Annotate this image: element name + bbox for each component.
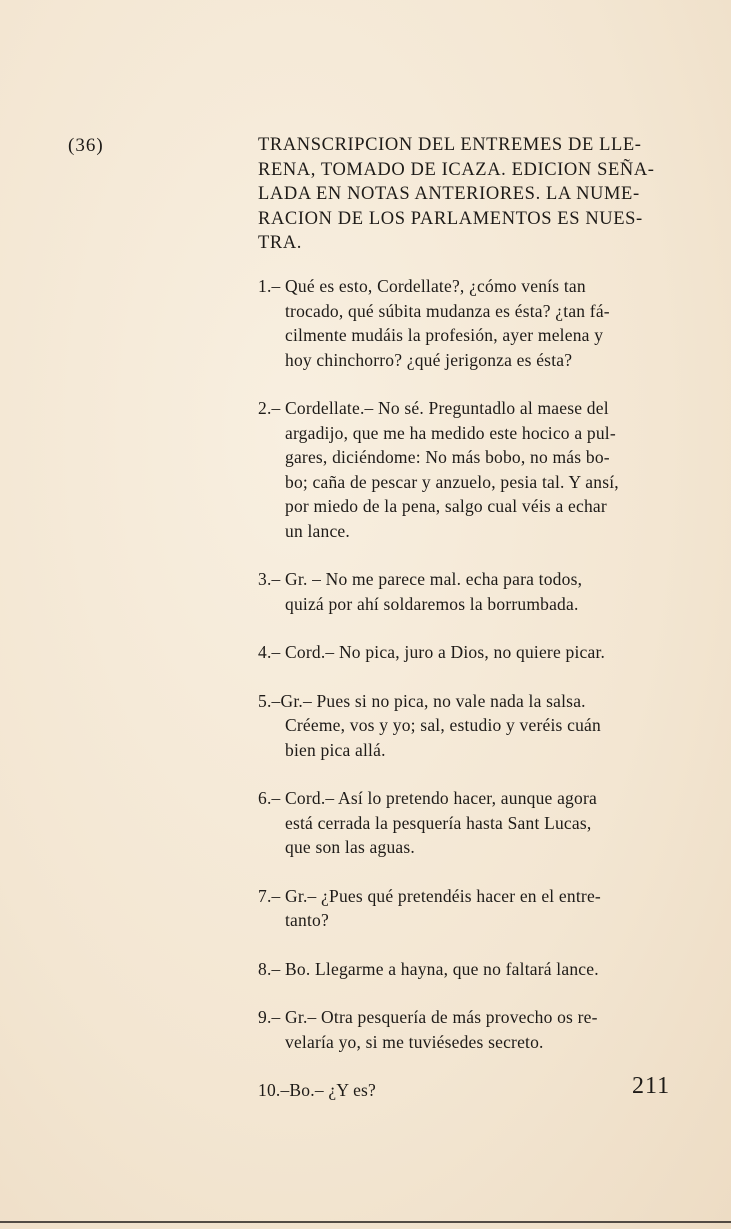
entry-line: 1.– Qué es esto, Cordellate?, ¿cómo venís tan (258, 276, 586, 296)
entry-line: 8.– Bo. Llegarme a hayna, que no faltará lance. (258, 958, 599, 979)
entry-line: por miedo de la pena, salgo cual véis a echar (285, 496, 607, 516)
heading-line: RENA, TOMADO DE ICAZA. EDICION SEÑA- (258, 159, 655, 180)
entry-line: gares, diciéndome: No más bobo, no más bo- (285, 447, 610, 467)
entry-line: Créeme, vos y yo; sal, estudio y veréis cuán (285, 715, 601, 735)
entry-line: 9.– Gr.– Otra pesquería de más provecho os re- (258, 1007, 598, 1027)
entry-line: tanto? (285, 910, 329, 930)
entry-line: 4.– Cord.– No pica, juro a Dios, no quiere picar. (258, 642, 606, 662)
dialogue-entry-4 (258, 640, 678, 665)
entry-line: hoy chinchorro? ¿qué jerigonza es ésta? (285, 349, 573, 370)
entry-line: 5.–Gr.– Pues si no pica, no vale nada la salsa. (258, 690, 586, 711)
note-number: (36) (68, 135, 104, 156)
entry-line: que son las aguas. (285, 837, 415, 857)
note-heading (258, 133, 678, 256)
dialogue-entries (258, 274, 678, 1127)
dialogue-entry-5 (258, 689, 678, 763)
entry-line: trocado, qué súbita mudanza es ésta? ¿tan fá- (285, 300, 610, 321)
entry-line: quizá por ahí soldaremos la borrumbada. (285, 593, 579, 614)
entry-line: bien pica allá. (285, 739, 386, 760)
entry-line: argadijo, que me ha medido este hocico a pul- (285, 422, 616, 443)
dialogue-entry-2 (258, 396, 678, 543)
entry-line: 6.– Cord.– Así lo pretendo hacer, aunque agora (258, 788, 597, 808)
entry-line: 3.– Gr. – No me parece mal. echa para todos, (258, 569, 583, 589)
heading-line: LADA EN NOTAS ANTERIORES. LA NUME- (258, 184, 640, 204)
entry-line: 7.– Gr.– ¿Pues qué pretendéis hacer en el entre- (258, 885, 601, 906)
dialogue-entry-3 (258, 567, 678, 616)
bottom-edge-line (0, 1221, 731, 1223)
dialogue-entry-1 (258, 274, 678, 372)
heading-line: RACION DE LOS PARLAMENTOS ES NUES- (258, 208, 643, 229)
entry-line: velaría yo, si me tuviésedes secreto. (285, 1031, 544, 1052)
heading-line: TRA. (258, 233, 303, 253)
dialogue-entry-9 (258, 1005, 678, 1054)
page-number: 211 (632, 1073, 671, 1099)
heading-line: TRANSCRIPCION DEL ENTREMES DE LLE- (258, 135, 642, 155)
dialogue-entry-10 (258, 1078, 678, 1103)
dialogue-entry-6 (258, 786, 678, 860)
entry-line: cilmente mudáis la profesión, ayer melena y (285, 325, 604, 345)
entry-line: 2.– Cordellate.– No sé. Preguntadlo al maese del (258, 398, 609, 418)
entry-line: un lance. (285, 520, 350, 541)
entry-line: 10.–Bo.– ¿Y es? (258, 1080, 377, 1100)
entry-line: bo; caña de pescar y anzuelo, pesia tal. Y ansí, (285, 471, 619, 492)
dialogue-entry-8 (258, 957, 678, 982)
dialogue-entry-7 (258, 884, 678, 933)
entry-line: está cerrada la pesquería hasta Sant Lucas, (285, 812, 592, 833)
